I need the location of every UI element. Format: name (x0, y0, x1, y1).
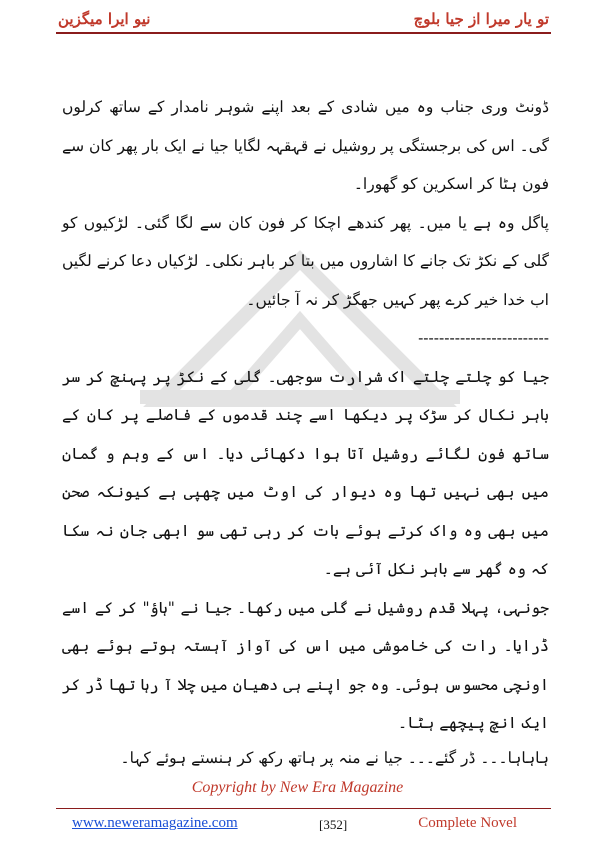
paragraph: ہاہاہا۔۔۔ ڈر گئے۔۔۔ جیا نے منہ پر ہاتھ رکھ کر ہنستے ہوئے کہا۔ (120, 748, 549, 767)
complete-novel-label: Complete Novel (418, 815, 517, 831)
scene-separator: ------------------------- (418, 329, 549, 347)
paragraph: پاگل وہ ہے یا میں۔ پھر کندھے اچکا کر فون کان سے لگا گئی۔ لڑکیوں کو گلی کے نکڑ تک جانے کا اشاروں میں بتا کر باہر نکلی۔ لڑکیاں دعا کرنے لگیں اب خدا خیر کرے پھر کہیں جھگڑ کر نہ آ جائیں۔ (62, 213, 549, 309)
page-number: [352] (319, 817, 348, 832)
header-divider (56, 32, 551, 34)
novel-title-header: تو یار میرا از جیا بلوچ (413, 10, 549, 28)
paragraph: ڈونٹ وری جناب وہ میں شادی کے بعد اپنے شوہر نامدار کے ساتھ کرلوں گی۔ اس کی برجستگی پر روشیل نے قہقہہ لگایا جیا نے ایک بار پھر کان سے فون ہٹا کر اسکرین کو گھورا۔ (62, 98, 549, 193)
website-link[interactable]: www.neweramagazine.com (72, 815, 238, 831)
novel-body-text (62, 88, 549, 773)
paragraph: جیا کو چلتے چلتے اک شرارت سوجھی۔ گلی کے نکڑ پر پہنچ کر سر باہر نکال کر سڑک پر دیکھا اسے چند قدموں کے فاصلے پر کان کے ساتھ فون لگائے روشیل آتا ہوا دکھائی دیا۔ اس کے وہم و گمان میں بھی نہیں تھا وہ دیوار کی اوٹ میں چھپی ہے کیونکہ صحن میں بھی وہ واک کرتے ہوئے بات کر رہی تھی سو ابھی جان نہ سکا کہ وہ گھر سے باہر نکل آئی ہے۔ (62, 367, 549, 578)
paragraph: جونہی، پہلا قدم روشیل نے گلی میں رکھا۔ جیا نے "ہاؤ" کر کے اسے ڈرایا۔ رات کی خاموشی میں اس کی آواز آہستہ ہوتے ہوئے بھی اونچی محسوس ہوئی۔ وہ جو اپنے ہی دھیان میں چلا آ رہا تھا ڈر کر ایک انچ پیچھے ہٹا۔ (62, 598, 549, 732)
magazine-name-header: نیو ایرا میگزین (58, 10, 151, 28)
copyright-notice: Copyright by New Era Magazine (191, 779, 404, 796)
footer-divider (56, 808, 551, 809)
